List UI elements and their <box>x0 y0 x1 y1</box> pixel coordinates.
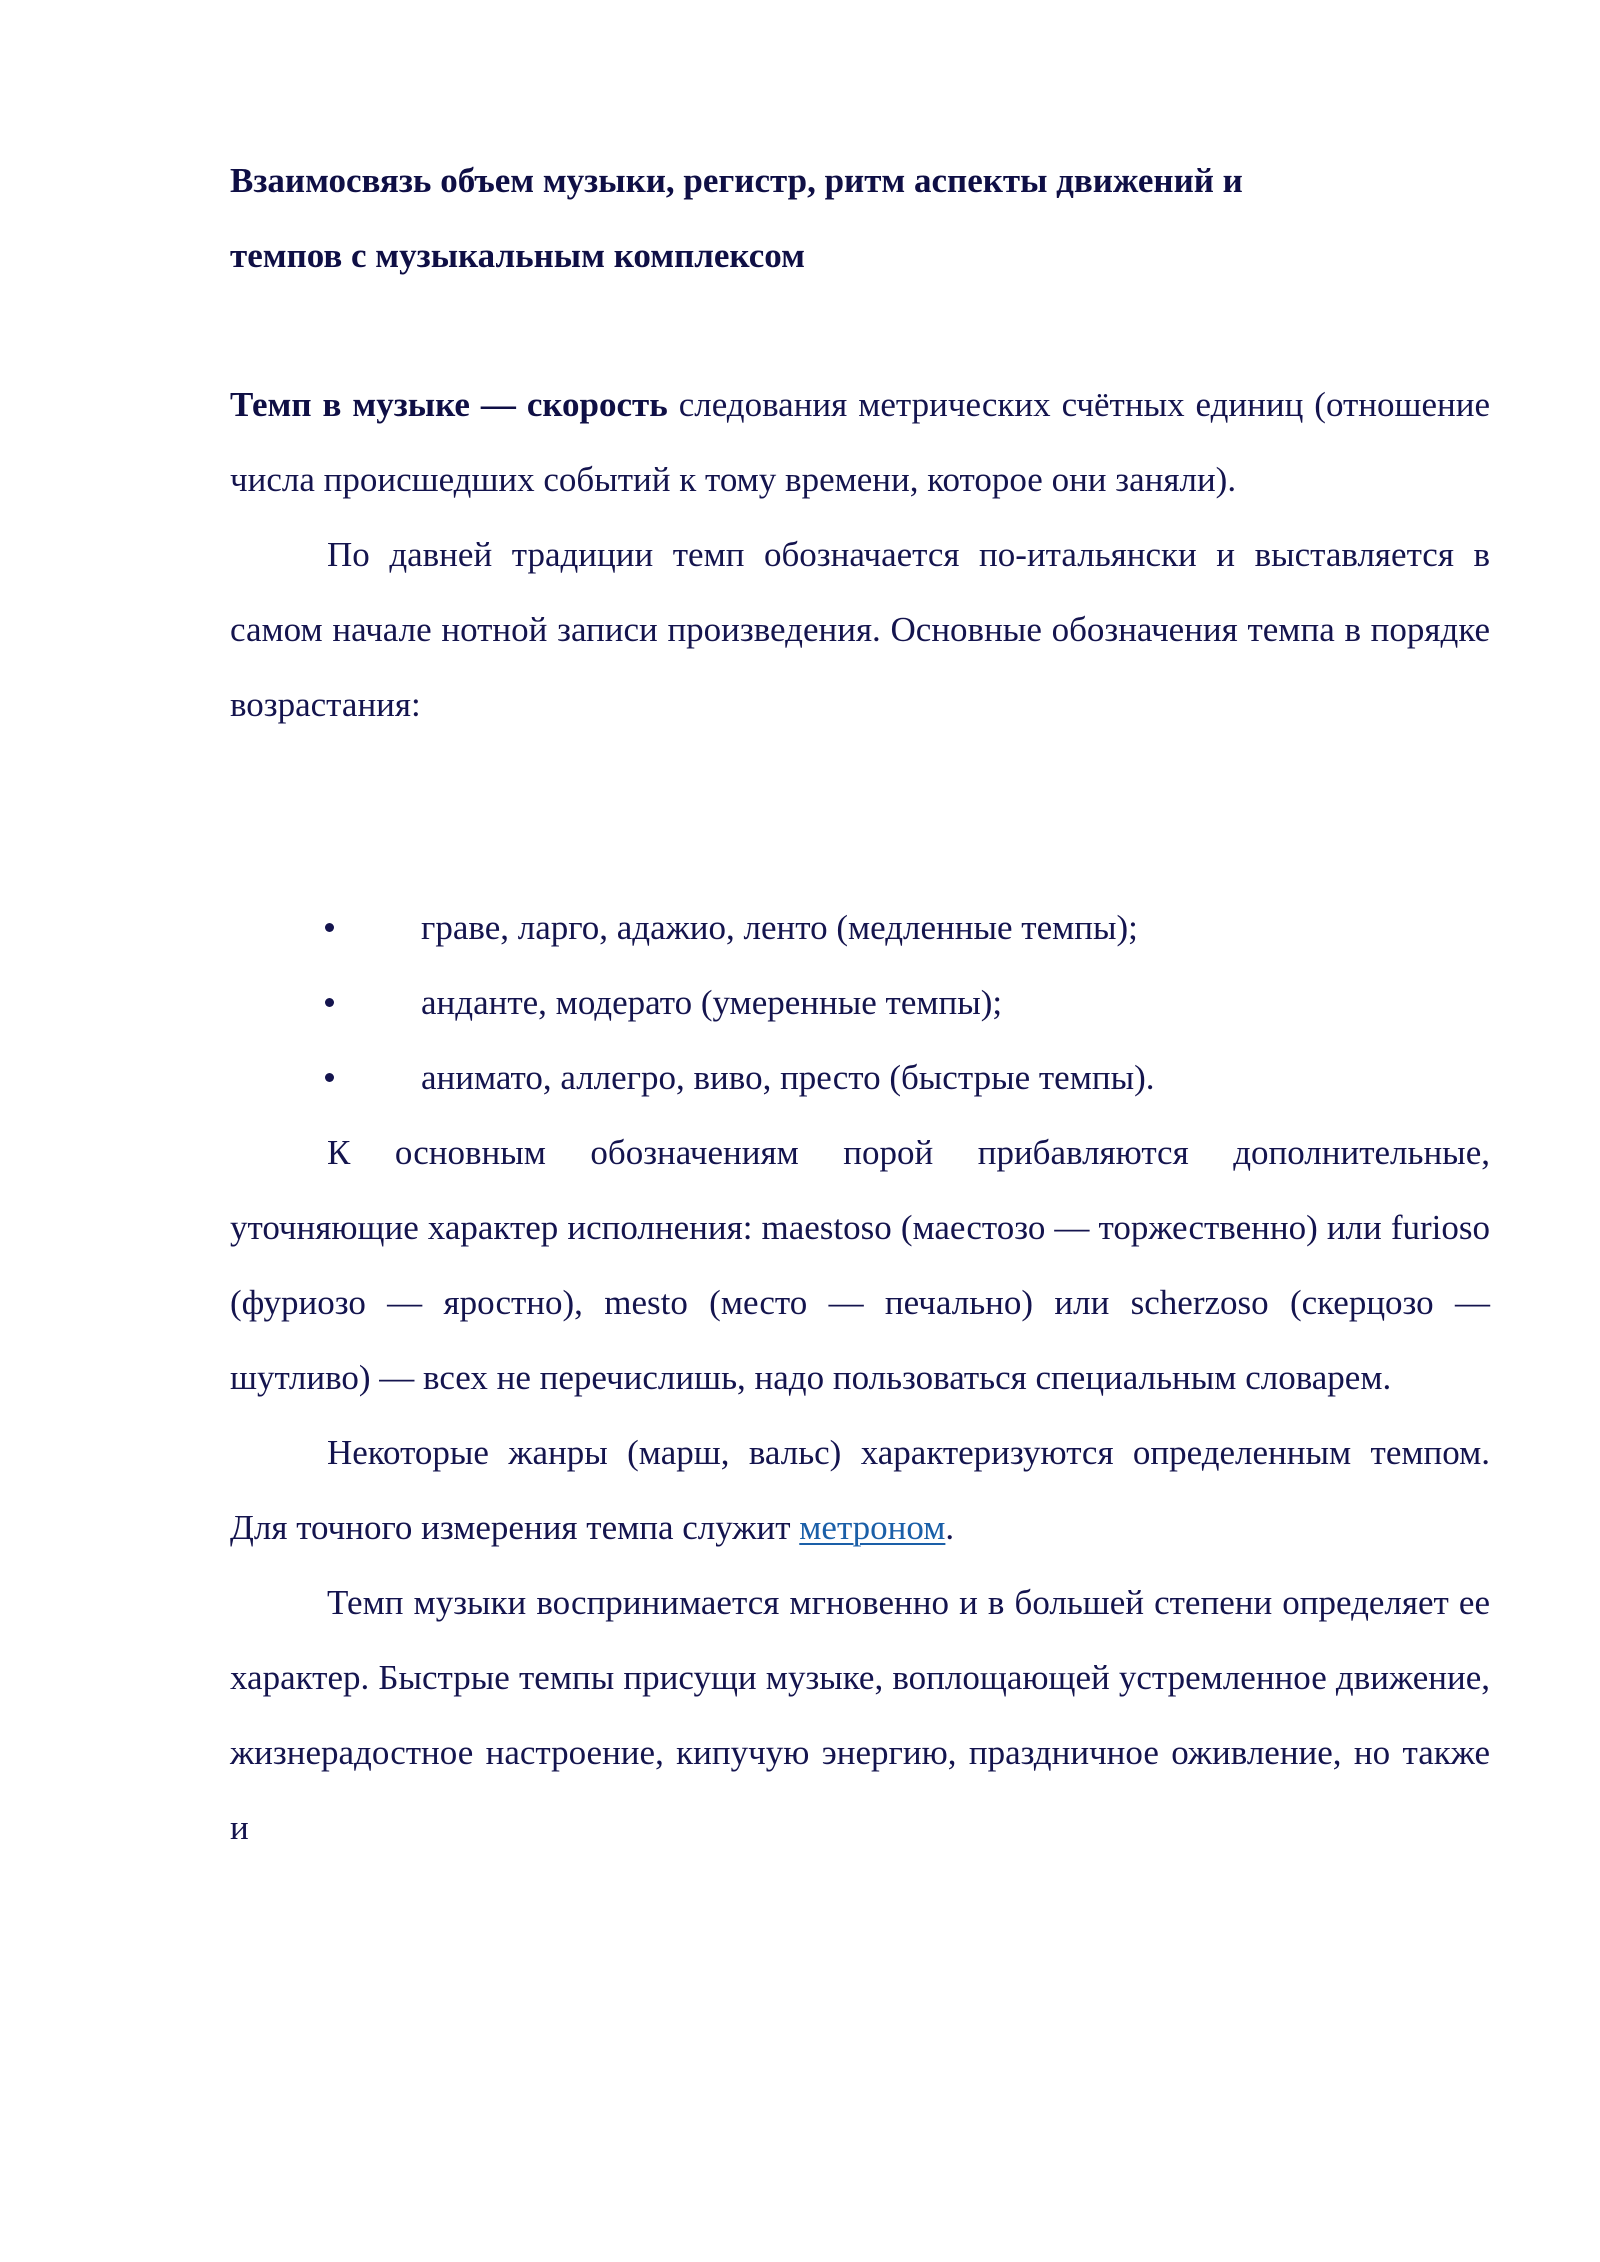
bullet-icon <box>325 1073 334 1082</box>
genres-text: Некоторые жанры (марш, вальс) характеризуются определенным темпом. Для точного измерения темпа служит <box>230 1433 1490 1547</box>
title-line-2: темпов с музыкальным комплексом <box>230 236 805 275</box>
title-line-1: Взаимосвязь объем музыки, регистр, ритм аспекты движений и <box>230 161 1243 200</box>
definition-paragraph <box>230 367 1490 517</box>
list-item <box>230 1040 1490 1115</box>
blank-space <box>230 742 1490 890</box>
list-item-text: анимато, аллегро, виво, престо (быстрые темпы). <box>421 1058 1155 1097</box>
list-item-text: анданте, модерато (умеренные темпы); <box>421 983 1003 1022</box>
definition-text: следования метрических счётных единиц (отношение числа происшедших событий к тому времени, которое они заняли). <box>230 385 1490 499</box>
definition-term: Темп в музыке — скорость <box>230 385 668 424</box>
tradition-paragraph: По давней традиции темп обозначается по-итальянски и выставляется в самом начале нотной записи произведения. Основные обозначения темпа в порядке возрастания: <box>230 535 1490 724</box>
genres-text-end: . <box>945 1508 955 1547</box>
document-title <box>230 143 1490 293</box>
metronome-link[interactable]: метроном <box>799 1508 946 1547</box>
bullet-icon <box>325 923 334 932</box>
list-item <box>230 965 1490 1040</box>
list-item <box>230 890 1490 965</box>
list-item-text: граве, ларго, адажио, ленто (медленные темпы); <box>421 908 1138 947</box>
document-page <box>230 143 1490 1865</box>
bullet-icon <box>325 998 334 1007</box>
perception-paragraph: Темп музыки воспринимается мгновенно и в большей степени определяет ее характер. Быстрые темпы присущи музыке, воплощающей устремленное движение, жизнерадостное настроение, кипучую энергию, праздничное оживление, но также и <box>230 1583 1490 1847</box>
additional-marks-paragraph: К основным обозначениям порой прибавляются дополнительные, уточняющие характер исполнения: maestoso (маестозо — торжественно) или furioso (фуриозо — яростно), mesto (место — печально) или scherzoso (скерцозо — шутливо) — всех не перечислишь, надо пользоваться специальным словарем. <box>230 1133 1490 1397</box>
tempo-list <box>230 890 1490 1115</box>
genres-paragraph <box>230 1415 1490 1565</box>
